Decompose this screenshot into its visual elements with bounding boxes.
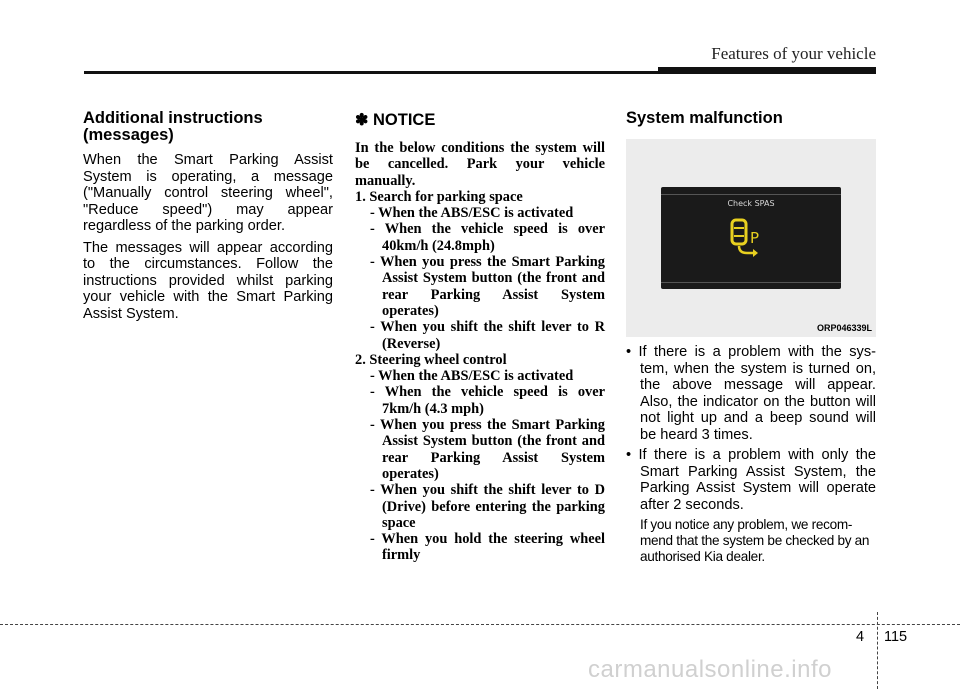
notice-section-title: 1. Search for parking space	[355, 188, 523, 205]
footer-divider	[877, 612, 878, 689]
notice-section-title: 2. Steering wheel control	[355, 351, 507, 368]
parking-icon-letter: P	[750, 229, 760, 247]
notice-star-icon: ✽	[355, 112, 369, 129]
bullet-item: • If there is a problem with the sys-tem, when the system is turned on, the above message will appear. Also, the indicator on the button will not light up and a beep sound will be heard 3 times.	[626, 344, 876, 443]
header-title: Features of your vehicle	[711, 44, 876, 63]
bullet-item: • If there is a problem with only the Smart Parking Assist System, the Parking Assist System will operate after 2 seconds.	[626, 447, 876, 513]
footer-rule	[0, 624, 960, 625]
notice-item: - When the ABS/ESC is activated	[370, 205, 574, 222]
paragraph: When the Smart Parking Assist System is operating, a message ("Manually control steering wheel", "Reduce speed") may appear regardless of the parking order.	[83, 152, 333, 234]
notice-item: - When you hold the steering wheel firmly	[370, 531, 605, 564]
dealer-note: If you notice any problem, we recom-mend that the system be checked by an authorised Kia dealer.	[640, 517, 870, 564]
parking-assist-icon	[725, 217, 777, 259]
screen-message: Check SPAS	[727, 199, 775, 208]
notice-item: - When you press the Smart Parking Assist System button (the front and rear Parking Assist System operates)	[370, 417, 605, 482]
section-heading: System malfunction	[626, 109, 783, 127]
section-heading: Additional instructions (messages)	[83, 109, 263, 144]
notice-title	[355, 110, 605, 131]
notice-item: - When the ABS/ESC is activated	[370, 368, 574, 385]
paragraph: The messages will appear according to the circumstances. Follow the instructions provided whilst parking your vehicle with the Smart Parking Assist System.	[83, 239, 333, 322]
notice-item: - When the vehicle speed is over 40km/h (24.8mph)	[370, 221, 605, 254]
notice-item: - When you shift the shift lever to D (Drive) before entering the parking space	[370, 482, 605, 531]
figure-code: ORP046339L	[816, 323, 872, 333]
header-rule-accent	[658, 67, 876, 74]
chapter-number: 4	[856, 629, 865, 645]
notice-intro: In the below conditions the system will be cancelled. Park your vehicle manually.	[355, 140, 605, 189]
notice-item: - When the vehicle speed is over 7km/h (4.3 mph)	[370, 384, 605, 417]
cluster-display-figure	[626, 139, 876, 337]
column-notice	[355, 110, 605, 564]
notice-item: - When you press the Smart Parking Assist System button (the front and rear Parking Assist System operates)	[370, 254, 605, 319]
notice-item: - When you shift the shift lever to R (Reverse)	[370, 319, 605, 352]
notice-title-text: NOTICE	[373, 111, 436, 129]
cluster-screen	[661, 187, 841, 289]
column-system-malfunction	[626, 110, 876, 565]
page-number: 115	[884, 629, 908, 645]
watermark: carmanualsonline.info	[588, 656, 832, 683]
column-additional-instructions	[83, 110, 333, 327]
